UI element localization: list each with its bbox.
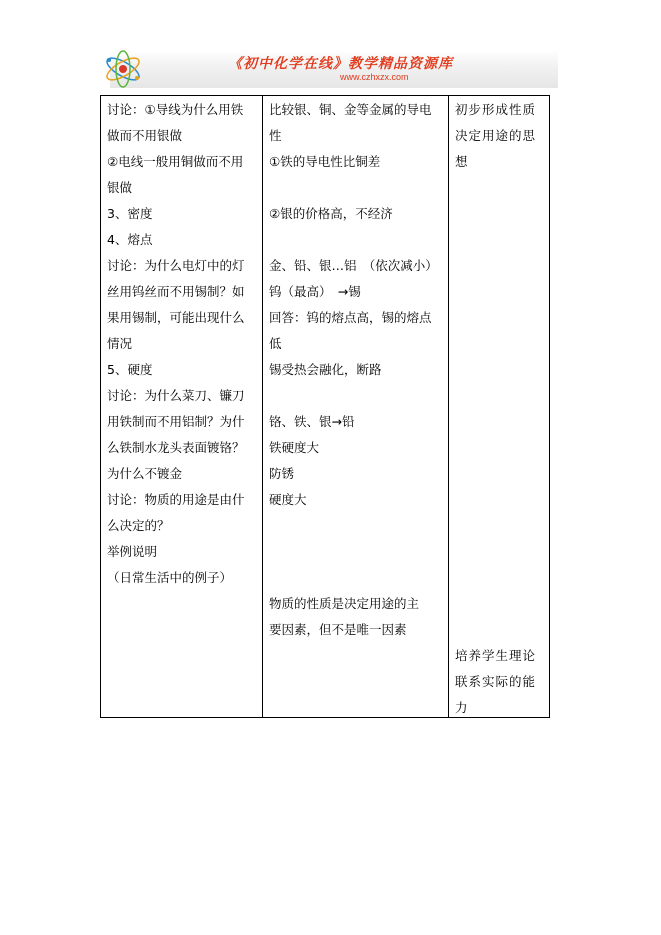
text-line: 比较银、铜、金等金属的导电 bbox=[269, 102, 432, 117]
text-line: 讨论：①导线为什么用铁 bbox=[107, 102, 244, 117]
text-line: 么铁制水龙头表面镀铬？ bbox=[107, 440, 245, 455]
text-line: 锡受热会融化，断路 bbox=[269, 362, 382, 377]
text-line: 力 bbox=[455, 700, 468, 715]
text-line: 么决定的？ bbox=[107, 518, 170, 533]
text-line: 银做 bbox=[107, 180, 133, 195]
text-line: 硬度大 bbox=[269, 492, 307, 507]
text-line: 铬、铁、银→铅 bbox=[269, 414, 355, 429]
text-line: 用铁制而不用铝制？为什 bbox=[107, 414, 245, 429]
text-line: 性 bbox=[269, 128, 282, 143]
text-line: 丝用钨丝而不用锡制？如 bbox=[107, 284, 245, 299]
text-line: 讨论：为什么电灯中的灯 bbox=[107, 258, 245, 273]
text-line: 铁硬度大 bbox=[269, 440, 320, 455]
column-divider bbox=[448, 96, 449, 717]
text-line: 讨论：物质的用途是由什 bbox=[107, 492, 245, 507]
text-line: 3、密度 bbox=[107, 206, 153, 221]
text-line: 低 bbox=[269, 336, 282, 351]
text-line: 防锈 bbox=[269, 466, 295, 481]
text-line: 物质的性质是决定用途的主 bbox=[269, 596, 420, 611]
text-line: 5、硬度 bbox=[107, 362, 153, 377]
column-design-intent bbox=[455, 96, 547, 717]
text-line: 回答：钨的熔点高，锡的熔点 bbox=[269, 310, 432, 325]
text-line: 培养学生理论 bbox=[455, 648, 537, 663]
text-line: 决定用途的思 bbox=[455, 128, 537, 143]
text-line: 4、熔点 bbox=[107, 232, 153, 247]
text-line: ②电线一般用铜做而不用 bbox=[107, 154, 244, 169]
text-line: 举例说明 bbox=[107, 544, 158, 559]
text-line: 做而不用银做 bbox=[107, 128, 183, 143]
text-line: ②银的价格高，不经济 bbox=[269, 206, 393, 221]
text-line: 为什么不镀金 bbox=[107, 466, 183, 481]
text-line: 钨（最高） →锡 bbox=[269, 284, 361, 299]
lesson-table bbox=[100, 95, 550, 718]
text-line: 联系实际的能 bbox=[455, 674, 537, 689]
column-divider bbox=[262, 96, 263, 717]
site-url: www.czhxzx.com bbox=[340, 72, 409, 82]
atom-logo-icon bbox=[100, 46, 146, 92]
text-line: 想 bbox=[455, 154, 468, 169]
text-line: 情况 bbox=[107, 336, 133, 351]
text-line: 讨论：为什么菜刀、镰刀 bbox=[107, 388, 245, 403]
site-title: 《初中化学在线》教学精品资源库 bbox=[228, 56, 453, 72]
text-line: ①铁的导电性比铜差 bbox=[269, 154, 381, 169]
column-teaching-content bbox=[107, 96, 259, 717]
text-line: 金、铅、银…铝 （依次减小） bbox=[269, 258, 438, 273]
text-line: （日常生活中的例子） bbox=[107, 570, 233, 585]
text-line: 要因素，但不是唯一因素 bbox=[269, 622, 407, 637]
page-header bbox=[100, 46, 562, 92]
text-line: 初步形成性质 bbox=[455, 102, 537, 117]
column-student-activity bbox=[269, 96, 445, 717]
text-line: 果用锡制，可能出现什么 bbox=[107, 310, 245, 325]
